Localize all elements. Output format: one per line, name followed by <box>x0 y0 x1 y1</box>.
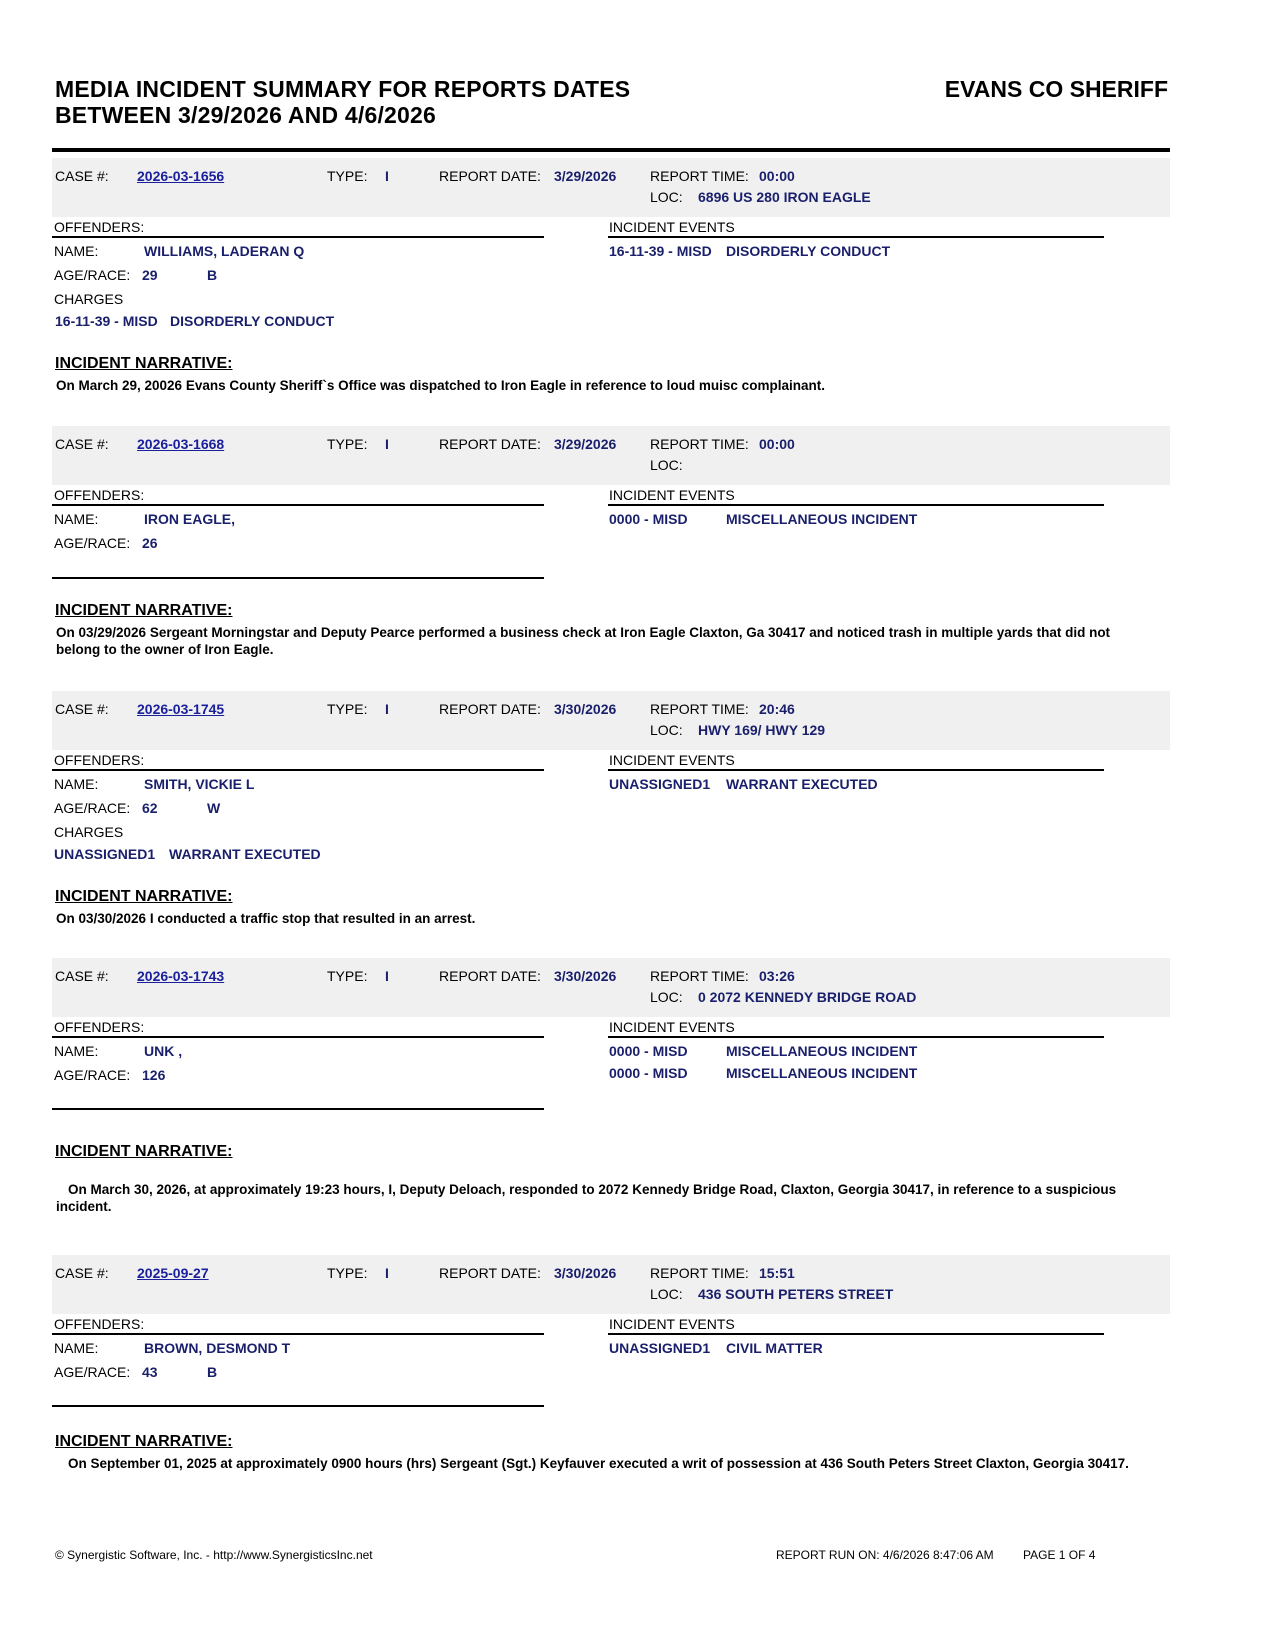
offender-name: WILLIAMS, LADERAN Q <box>144 243 305 259</box>
name-label: NAME: <box>54 1340 99 1356</box>
location-value: 0 2072 KENNEDY BRIDGE ROAD <box>698 989 917 1005</box>
charge-code: UNASSIGNED1 <box>54 846 156 862</box>
report-time-label: REPORT TIME: <box>650 968 749 984</box>
incident-events-rule <box>608 1333 1104 1335</box>
case-number-label: CASE #: <box>55 701 109 717</box>
report-time-value: 15:51 <box>759 1265 795 1281</box>
offenders-label: OFFENDERS: <box>54 219 145 235</box>
narrative-heading: INCIDENT NARRATIVE: <box>55 1143 233 1160</box>
case-number-label: CASE #: <box>55 968 109 984</box>
offenders-rule <box>52 1333 544 1335</box>
location-value: 436 SOUTH PETERS STREET <box>698 1286 894 1302</box>
event-code: UNASSIGNED1 <box>609 776 711 792</box>
offenders-label: OFFENDERS: <box>54 752 145 768</box>
event-code: 16-11-39 - MISD <box>609 243 712 259</box>
case-number-label: CASE #: <box>55 436 109 452</box>
report-date-value: 3/30/2026 <box>554 968 617 984</box>
charge-description: WARRANT EXECUTED <box>169 846 321 862</box>
offender-name: SMITH, VICKIE L <box>144 776 255 792</box>
case-number-link[interactable]: 2026-03-1745 <box>137 701 225 717</box>
age-race-label: AGE/RACE: <box>54 535 131 551</box>
case-header-band <box>52 426 1170 485</box>
charge-description: DISORDERLY CONDUCT <box>170 313 335 329</box>
case-header-band <box>52 158 1170 217</box>
age-race-label: AGE/RACE: <box>54 267 131 283</box>
age-race-label: AGE/RACE: <box>54 800 131 816</box>
offender-name: IRON EAGLE, <box>144 511 236 527</box>
location-value: 6896 US 280 IRON EAGLE <box>698 189 871 205</box>
type-value: I <box>385 168 389 184</box>
event-code: 0000 - MISD <box>609 1065 688 1081</box>
report-time-value: 03:26 <box>759 968 795 984</box>
location-label: LOC: <box>650 189 683 205</box>
type-value: I <box>385 1265 389 1281</box>
offender-end-rule <box>52 577 544 579</box>
report-title-line1: MEDIA INCIDENT SUMMARY FOR REPORTS DATES <box>55 76 631 102</box>
incident-events-rule <box>608 236 1104 238</box>
narrative-heading: INCIDENT NARRATIVE: <box>55 355 233 372</box>
charges-label: CHARGES <box>54 291 124 307</box>
case-number-link[interactable]: 2026-03-1668 <box>137 436 225 452</box>
offender-end-rule <box>52 1405 544 1407</box>
incident-events-label: INCIDENT EVENTS <box>609 1316 735 1332</box>
report-date-value: 3/30/2026 <box>554 1265 617 1281</box>
case-number-link[interactable]: 2026-03-1656 <box>137 168 225 184</box>
report-title-line2: BETWEEN 3/29/2026 AND 4/6/2026 <box>55 102 436 128</box>
age-race-label: AGE/RACE: <box>54 1067 131 1083</box>
case-number-label: CASE #: <box>55 1265 109 1281</box>
report-time-value: 20:46 <box>759 701 795 717</box>
footer-copyright: © Synergistic Software, Inc. - http://www.SynergisticsInc.net <box>55 1548 373 1562</box>
offender-age: 29 <box>142 267 158 283</box>
case-header-band <box>52 958 1170 1017</box>
report-time-label: REPORT TIME: <box>650 1265 749 1281</box>
narrative-heading: INCIDENT NARRATIVE: <box>55 888 233 905</box>
offenders-label: OFFENDERS: <box>54 1316 145 1332</box>
header-divider <box>52 148 1170 152</box>
type-label: TYPE: <box>327 701 368 717</box>
type-label: TYPE: <box>327 1265 368 1281</box>
offender-race: B <box>207 267 218 283</box>
incident-events-rule <box>608 1036 1104 1038</box>
report-time-value: 00:00 <box>759 436 795 452</box>
offender-age: 62 <box>142 800 158 816</box>
offenders-rule <box>52 769 544 771</box>
narrative-text: On March 30, 2026, at approximately 19:23 hours, I, Deputy Deloach, responded to 2072 Kennedy Bridge Road, Claxton, Georgia 30417, in reference to a suspicious incident. <box>56 1182 1117 1214</box>
location-label: LOC: <box>650 1286 683 1302</box>
incident-events-rule <box>608 504 1104 506</box>
report-date-value: 3/30/2026 <box>554 701 617 717</box>
offender-age: 26 <box>142 535 158 551</box>
narrative-heading: INCIDENT NARRATIVE: <box>55 1433 233 1450</box>
offender-race: W <box>207 800 221 816</box>
incident-events-label: INCIDENT EVENTS <box>609 1019 735 1035</box>
report-date-label: REPORT DATE: <box>439 701 541 717</box>
report-time-value: 00:00 <box>759 168 795 184</box>
report-date-label: REPORT DATE: <box>439 968 541 984</box>
type-label: TYPE: <box>327 168 368 184</box>
report-title <box>55 76 630 128</box>
location-value: HWY 169/ HWY 129 <box>698 722 826 738</box>
type-value: I <box>385 436 389 452</box>
event-description: CIVIL MATTER <box>726 1340 823 1356</box>
report-date-value: 3/29/2026 <box>554 436 617 452</box>
report-date-value: 3/29/2026 <box>554 168 617 184</box>
case-number-label: CASE #: <box>55 168 109 184</box>
case-number-link[interactable]: 2026-03-1743 <box>137 968 225 984</box>
incident-events-label: INCIDENT EVENTS <box>609 487 735 503</box>
agency-name: EVANS CO SHERIFF <box>944 76 1168 102</box>
age-race-label: AGE/RACE: <box>54 1364 131 1380</box>
footer-run-on: REPORT RUN ON: 4/6/2026 8:47:06 AM <box>776 1548 994 1562</box>
report-date-label: REPORT DATE: <box>439 436 541 452</box>
narrative-text: On 03/29/2026 Sergeant Morningstar and Deputy Pearce performed a business check at Iron Eagle Claxton, Ga 30417 and noticed trash in multiple yards that did not belong to the owner of Iron Eagle. <box>56 625 1111 657</box>
footer-page-number: PAGE 1 OF 4 <box>1023 1548 1096 1562</box>
event-description: DISORDERLY CONDUCT <box>726 243 891 259</box>
narrative-text: On March 29, 20026 Evans County Sheriff`s Office was dispatched to Iron Eagle in reference to loud muisc complainant. <box>56 378 825 393</box>
type-value: I <box>385 701 389 717</box>
offenders-rule <box>52 504 544 506</box>
name-label: NAME: <box>54 1043 99 1059</box>
offender-race: B <box>207 1364 218 1380</box>
location-label: LOC: <box>650 989 683 1005</box>
name-label: NAME: <box>54 776 99 792</box>
event-description: MISCELLANEOUS INCIDENT <box>726 1065 918 1081</box>
report-time-label: REPORT TIME: <box>650 168 749 184</box>
type-label: TYPE: <box>327 968 368 984</box>
incident-events-label: INCIDENT EVENTS <box>609 752 735 768</box>
event-description: MISCELLANEOUS INCIDENT <box>726 511 918 527</box>
offenders-rule <box>52 1036 544 1038</box>
location-label: LOC: <box>650 457 683 473</box>
narrative-text: On 03/30/2026 I conducted a traffic stop that resulted in an arrest. <box>56 911 476 926</box>
offender-name: UNK , <box>144 1043 183 1059</box>
offender-age: 126 <box>142 1067 166 1083</box>
type-value: I <box>385 968 389 984</box>
location-label: LOC: <box>650 722 683 738</box>
offender-name: BROWN, DESMOND T <box>144 1340 291 1356</box>
report-date-label: REPORT DATE: <box>439 1265 541 1281</box>
case-number-link[interactable]: 2025-09-27 <box>137 1265 209 1281</box>
offenders-label: OFFENDERS: <box>54 1019 145 1035</box>
report-time-label: REPORT TIME: <box>650 436 749 452</box>
incident-events-rule <box>608 769 1104 771</box>
incident-events-label: INCIDENT EVENTS <box>609 219 735 235</box>
event-code: 0000 - MISD <box>609 511 688 527</box>
event-code: UNASSIGNED1 <box>609 1340 711 1356</box>
offender-age: 43 <box>142 1364 158 1380</box>
case-header-band <box>52 691 1170 750</box>
event-description: MISCELLANEOUS INCIDENT <box>726 1043 918 1059</box>
case-header-band <box>52 1255 1170 1314</box>
offenders-label: OFFENDERS: <box>54 487 145 503</box>
charges-label: CHARGES <box>54 824 124 840</box>
narrative-heading: INCIDENT NARRATIVE: <box>55 602 233 619</box>
narrative-text: On September 01, 2025 at approximately 0900 hours (hrs) Sergeant (Sgt.) Keyfauver executed a writ of possession at 436 South Peters Street Claxton, Georgia 30417. <box>68 1456 1129 1471</box>
offender-end-rule <box>52 1108 544 1110</box>
name-label: NAME: <box>54 511 99 527</box>
charge-code: 16-11-39 - MISD <box>55 313 158 329</box>
offenders-rule <box>52 236 544 238</box>
name-label: NAME: <box>54 243 99 259</box>
event-description: WARRANT EXECUTED <box>726 776 878 792</box>
type-label: TYPE: <box>327 436 368 452</box>
report-time-label: REPORT TIME: <box>650 701 749 717</box>
report-date-label: REPORT DATE: <box>439 168 541 184</box>
event-code: 0000 - MISD <box>609 1043 688 1059</box>
